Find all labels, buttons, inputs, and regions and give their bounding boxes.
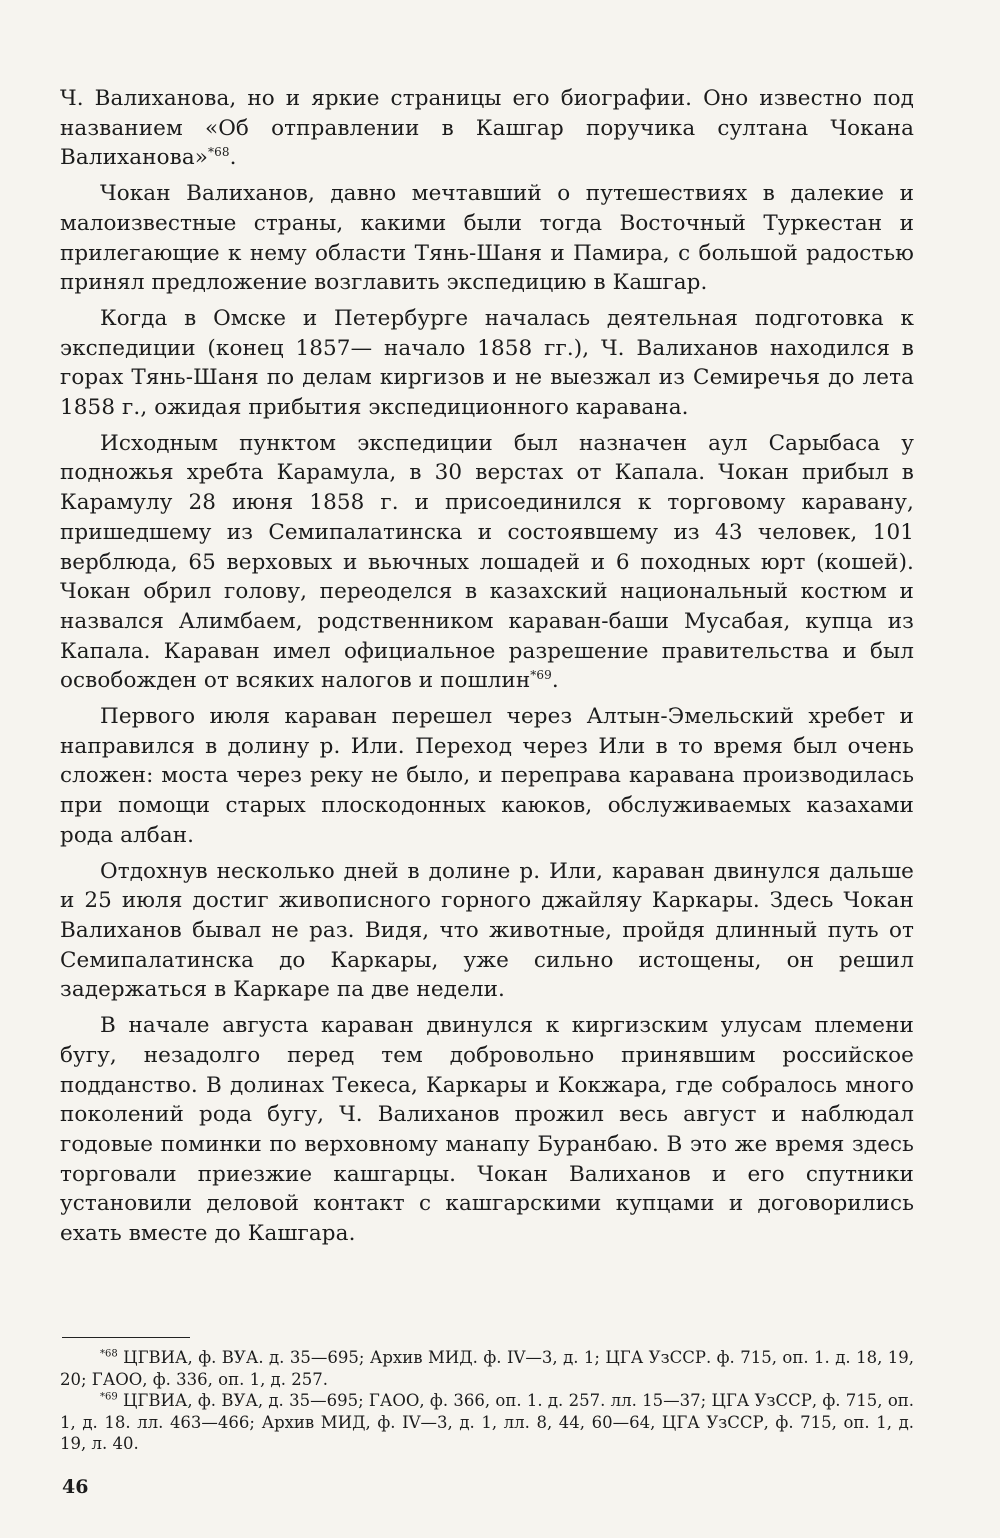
footnote-divider [62,1337,190,1338]
paragraph-4-text: Исходным пунктом экспедиции был назначен аул Сарыбаса у подножья хребта Карамула, в 30 верстах от Капала. Чокан прибыл в Карамулу 28 июня 1858 г. и присоединился к торговому каравану, пришедшему из Семипалатинска и состоявшему из 43 человек, 101 верблюда, 65 верховых и вьючных лошадей и 6 походных юрт (кошей). Чокан обрил голову, переоделся в казахский национальный костюм и назвался Алимбаем, родственником караван-баши Мусабая, купца из Капала. Караван имел официальное разрешение правительства и был освобожден от всяких налогов и пошлин [60,430,914,694]
page-number: 46 [62,1476,89,1498]
footnote-ref-69: *69 [530,668,552,683]
paragraph-4 [60,429,914,696]
footnote-68-mark: *68 [100,1348,118,1360]
footnote-69 [60,1390,914,1455]
paragraph-1-tail: . [229,145,237,171]
paragraph-1 [60,84,914,173]
paragraph-7: В начале августа караван двинулся к киргизским улусам племени бугу, незадолго перед тем добровольно принявшим российское подданство. В долинах Текеса, Каркары и Кокжара, где собралось много поколений рода бугу, Ч. Валиханов прожил весь август и наблюдал годовые поминки по верховному манапу Буранбаю. В это же время здесь торговали приезжие кашгарцы. Чокан Валиханов и его спутники установили деловой контакт с кашгарскими купцами и договорились ехать вместе до Кашгара. [60,1013,914,1247]
footnotes [60,1347,914,1455]
footnote-69-text: ЦГВИА, ф. ВУА, д. 35—695; ГАОО, ф. 366, оп. 1. д. 257. лл. 15—37; ЦГА УзССР, ф. 715, оп. 1, д. 18. лл. 463—466; Архив МИД, ф. IV—3, д. 1, лл. 8, 44, 60—64, ЦГА УзССР, ф. 715, оп. 1, д. 19, л. 40. [60,1391,914,1453]
footnote-68-text: ЦГВИА, ф. ВУА. д. 35—695; Архив МИД. ф. IV—3, д. 1; ЦГА УзССР. ф. 715, оп. 1. д. 18, 19, 20; ГАОО, ф. 336, оп. 1, д. 257. [60,1348,914,1389]
paragraph-4-tail: . [551,668,559,694]
paragraph-2: Чокан Валиханов, давно мечтавший о путешествиях в далекие и малоизвестные страны, какими были тогда Восточный Туркестан и прилегающие к нему области Тянь-Шаня и Памира, с большой радостью принял предложение возглавить экспедицию в Кашгар. [60,181,914,296]
footnote-69-mark: *69 [100,1391,118,1403]
paragraph-6: Отдохнув несколько дней в долине р. Или, караван двинулся дальше и 25 июля достиг живописного горного джайляу Каркары. Здесь Чокан Валиханов бывал не раз. Видя, что животные, пройдя длинный путь от Семипалатинска до Каркары, уже сильно истощены, он решил задержаться в Каркаре па две недели. [60,858,914,1003]
main-text [60,84,914,1249]
footnote-68 [60,1347,914,1390]
paragraph-1-text: Ч. Валиханова, но и яркие страницы его биографии. Оно известно под названием «Об отправлении в Кашгар поручика султана Чокана Валиханова» [60,86,914,171]
paragraph-5: Первого июля караван перешел через Алтын-Эмельский хребет и направился в долину р. Или. Переход через Или в то время был очень сложен: моста через реку не было, и переправа каравана производилась при помощи старых плоскодонных каюков, обслуживаемых казахами рода албан. [60,704,914,848]
paragraph-3: Когда в Омске и Петербурге началась деятельная подготовка к экспедиции (конец 1857— начало 1858 гг.), Ч. Валиханов находился в горах Тянь-Шаня по делам киргизов и не выезжал из Семиречья до лета 1858 г., ожидая прибытия экспедиционного каравана. [60,305,914,421]
footnote-ref-68: *68 [208,145,230,160]
